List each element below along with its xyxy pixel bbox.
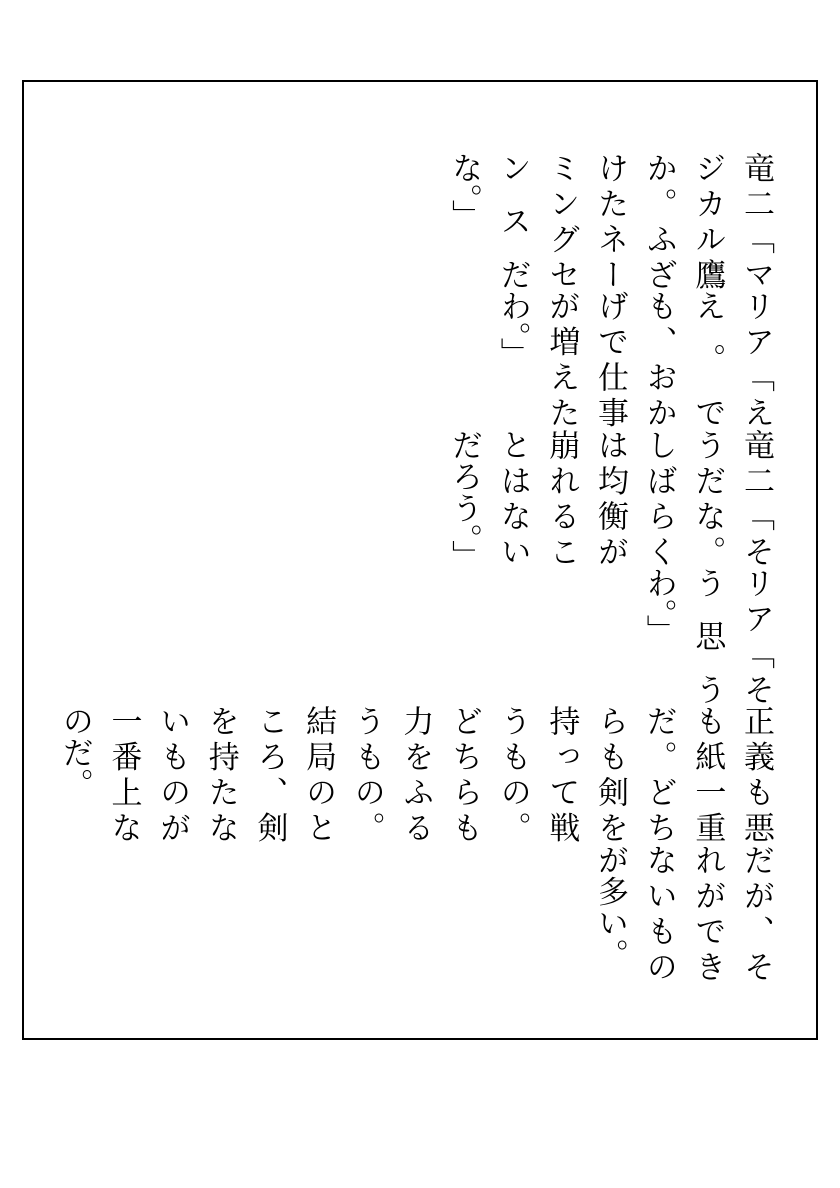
paragraph: だが、それができないものが多い。	[592, 843, 774, 982]
paragraph: リア「そう思うわ。」	[640, 566, 774, 706]
paragraph: 正義も悪も紙一重だ。どちらも剣を持って戦うもの。どちらも力をふるうもの。結局のところ、剣を持たないものが一番上なのだ。	[56, 705, 774, 844]
vertical-text-body	[56, 152, 780, 982]
paragraph: リア「ええ。でも、おかげで仕事が増えたわ。」	[494, 290, 774, 429]
page-border-frame	[22, 80, 818, 1040]
paragraph: 竜二「マジカル鷹か。ふざけたネーミングセンスだな。」	[446, 152, 774, 291]
paragraph: 竜二「そうだな。しばらくは均衡が崩れることはないだろう。」	[446, 428, 774, 572]
